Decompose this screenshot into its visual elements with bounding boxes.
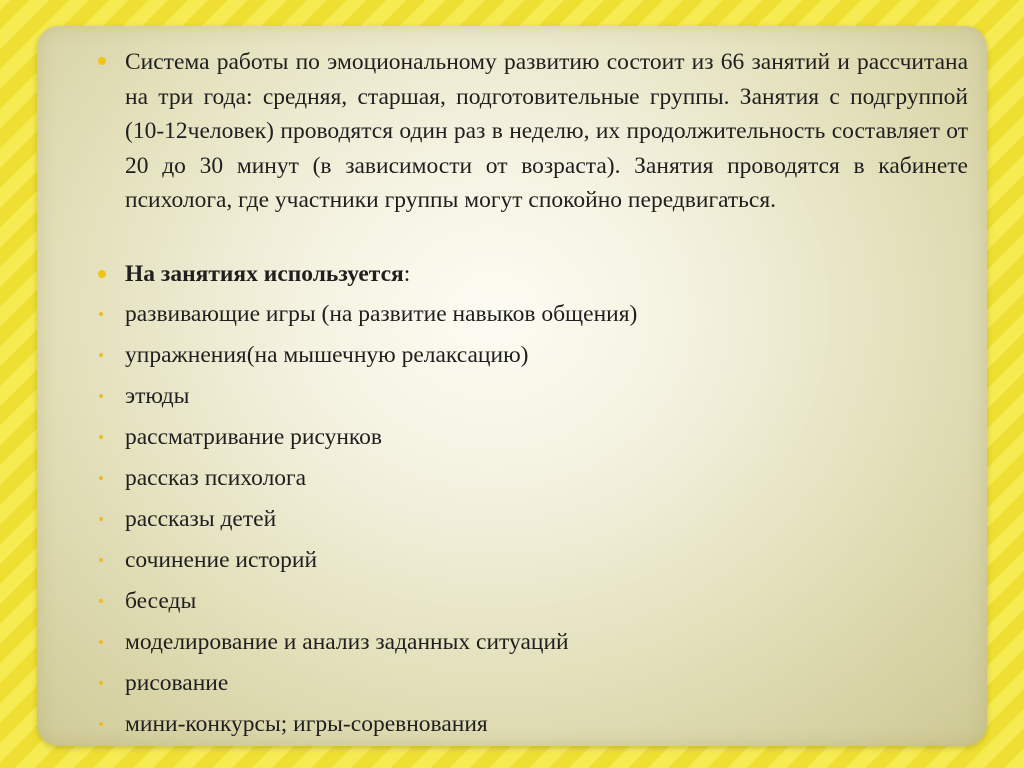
intro-paragraph (125, 45, 968, 218)
bullet-icon (99, 353, 103, 357)
intro-text: Система работы по эмоциональному развитию состоит из 66 занятий и рассчитана на три года: средняя, старшая, подготовительные группы. Занятия с подгруппой (10-12человек) проводятся один раз в неделю, их продолжительность составляет от 20 до 30 минут (в зависимости от возраста). Занятия проводятся в кабинете психолога, где участники группы могут спокойно передвигаться. (125, 49, 968, 214)
list-item-text: развивающие игры (на развитие навыков общения) (125, 301, 638, 327)
list-item (125, 298, 637, 330)
list-item (125, 339, 528, 371)
bullet-icon (99, 517, 103, 521)
list-item-text: сочинение историй (125, 547, 318, 573)
list-item (125, 585, 196, 617)
bullet-icon (99, 394, 103, 398)
list-item-text: моделирование и анализ заданных ситуаций (125, 629, 569, 655)
bullet-icon (98, 57, 106, 65)
heading-colon: : (403, 261, 411, 287)
list-item (125, 626, 569, 658)
list-item-text: рисование (125, 670, 229, 696)
bullet-icon (99, 558, 103, 562)
list-item-text: этюды (125, 383, 190, 409)
bullet-icon (99, 681, 103, 685)
bullet-icon (99, 640, 103, 644)
list-item-text: рассказы детей (125, 506, 277, 532)
list-item-text: рассказ психолога (125, 465, 307, 491)
list-item (125, 380, 189, 412)
list-item (125, 667, 228, 699)
section-heading (125, 258, 410, 290)
heading-text: На занятиях используется (125, 261, 404, 287)
bullet-icon (98, 270, 106, 278)
list-item (125, 708, 488, 740)
list-item-text: упражнения(на мышечную релаксацию) (125, 342, 529, 368)
bullet-icon (99, 435, 103, 439)
list-item (125, 503, 276, 535)
list-item (125, 544, 317, 576)
list-item-text: беседы (125, 588, 197, 614)
list-item-text: мини-конкурсы; игры-соревнования (125, 711, 488, 737)
list-item (125, 421, 382, 453)
list-item-text: рассматривание рисунков (125, 424, 382, 450)
list-item (125, 462, 306, 494)
bullet-icon (99, 722, 103, 726)
bullet-icon (99, 476, 103, 480)
bullet-icon (99, 599, 103, 603)
bullet-icon (99, 312, 103, 316)
